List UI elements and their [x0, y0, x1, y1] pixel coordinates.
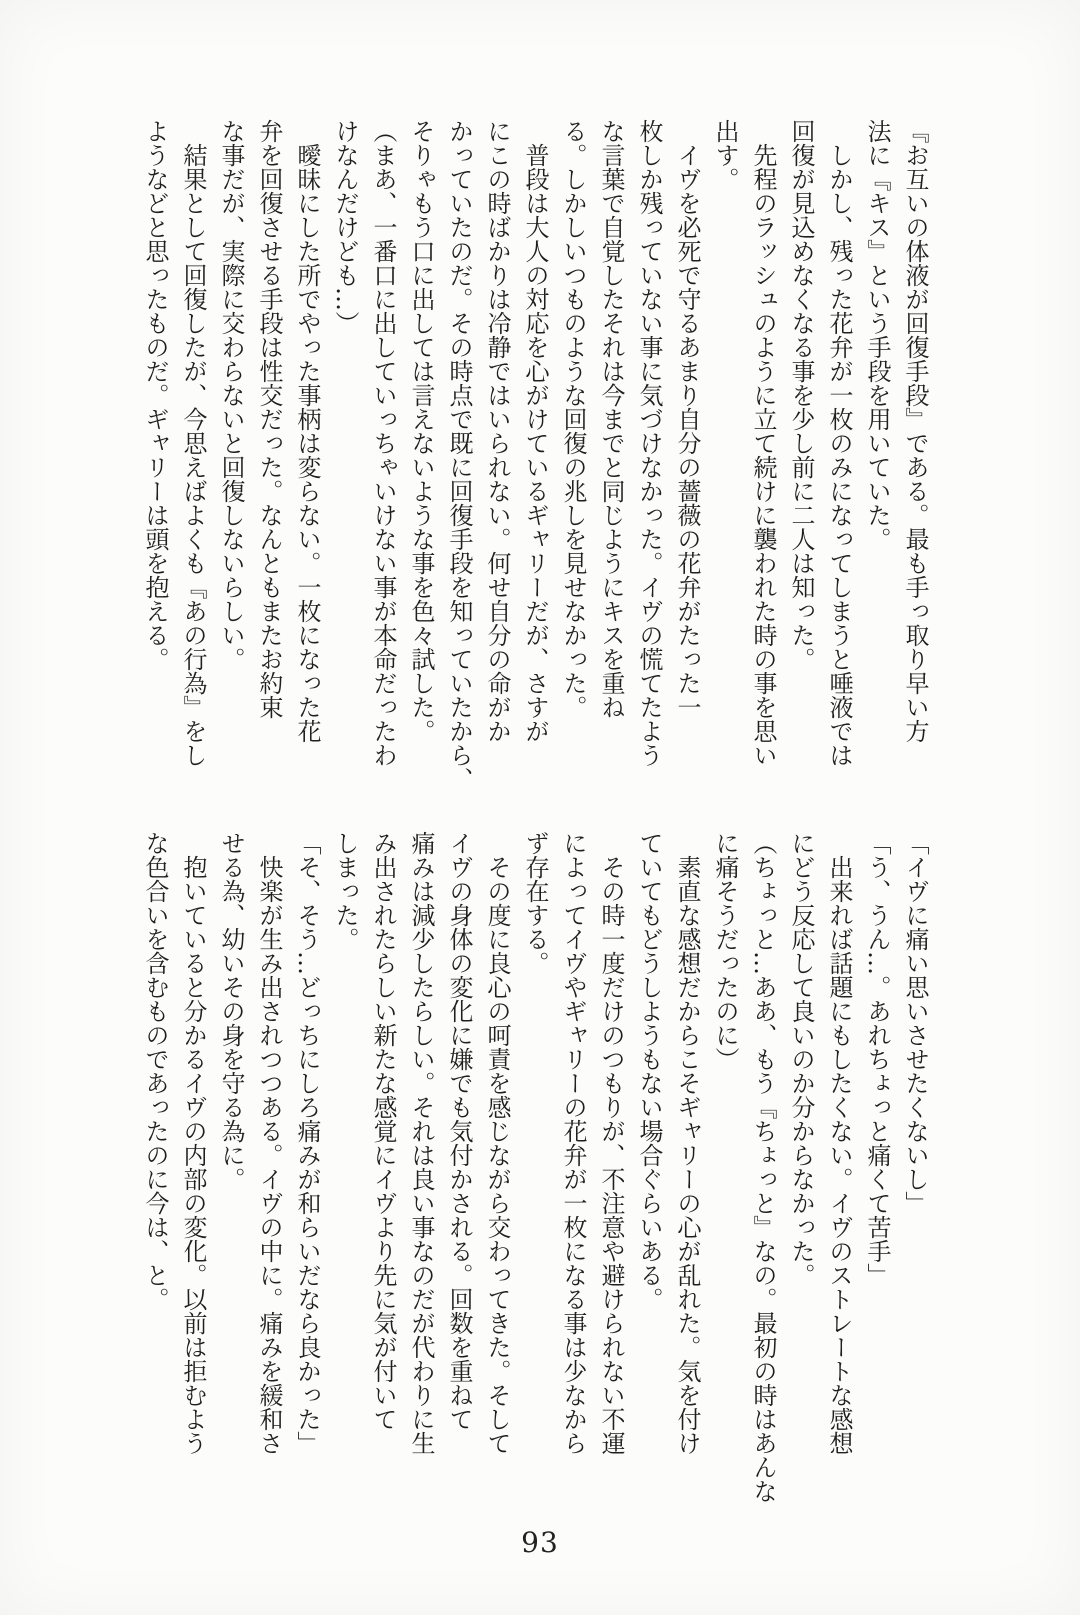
- text-column: 弁を回復させる手段は性交だった。なんともまたお約束: [255, 119, 283, 719]
- text-column: 「イヴに痛い思いさせたくないし」: [901, 831, 929, 1215]
- text-column: その時一度だけのつもりが、不注意や避けられない不運: [597, 831, 625, 1455]
- text-column: 『お互いの体液が回復手段』である。最も手っ取り早い方: [901, 119, 929, 743]
- text-block-bottom: [136, 831, 934, 1503]
- text-column: その度に良心の呵責を感じながら交わってきた。そして: [483, 831, 511, 1455]
- text-column: 結果として回復したが、今思えばよくも『あの行為』をし: [179, 119, 207, 767]
- text-column: な言葉で自覚したそれは今までと同じようにキスを重ね: [597, 119, 625, 719]
- text-block-top: [136, 119, 934, 819]
- text-column: （まあ、一番口に出していっちゃいけない事が本命だったわ: [369, 119, 397, 767]
- text-column: 法に『キス』という手段を用いていた。: [863, 119, 891, 551]
- text-column: 快楽が生み出されつつある。イヴの中に。痛みを緩和さ: [255, 831, 283, 1455]
- text-column: にどう反応して良いのか分からなかった。: [787, 831, 815, 1287]
- text-column: によってイヴやギャリーの花弁が一枚になる事は少なから: [559, 831, 587, 1455]
- page-number: 93: [521, 1526, 559, 1559]
- text-column: にこの時ばかりは冷静ではいられない。何せ自分の命がか: [483, 119, 511, 743]
- text-column: かっていたのだ。その時点で既に回復手段を知っていたから、: [445, 119, 473, 791]
- text-column: 出来れば話題にもしたくない。イヴのストレートな感想: [825, 831, 853, 1455]
- text-column: ず存在する。: [521, 831, 549, 975]
- text-column: 曖昧にした所でやった事柄は変らない。一枚になった花: [293, 119, 321, 743]
- text-column: 普段は大人の対応を心がけているギャリーだが、さすが: [521, 119, 549, 743]
- text-column: 「そ、そう…どっちにしろ痛みが和らいだなら良かった」: [293, 831, 321, 1455]
- text-column: 素直な感想だからこそギャリーの心が乱れた。気を付け: [673, 831, 701, 1455]
- text-column: しまった。: [331, 831, 359, 951]
- text-column: 回復が見込めなくなる事を少し前に二人は知った。: [787, 119, 815, 671]
- text-column: ていてもどうしようもない場合ぐらいある。: [635, 831, 663, 1311]
- text-column: （ちょっと…ああ、もう『ちょっと』なの。最初の時はあんな: [749, 831, 777, 1503]
- text-column: 枚しか残っていない事に気づけなかった。イヴの慌てたよう: [635, 119, 663, 767]
- text-column: そりゃもう口に出しては言えないような事を色々試した。: [407, 119, 435, 743]
- text-column: る。しかしいつものような回復の兆しを見せなかった。: [559, 119, 587, 719]
- text-column: 抱いていると分かるイヴの内部の変化。以前は拒むよう: [179, 831, 207, 1455]
- text-column: に痛そうだったのに）: [711, 831, 739, 1071]
- text-column: イヴを必死で守るあまり自分の薔薇の花弁がたった一: [673, 119, 701, 719]
- text-column: しかし、残った花弁が一枚のみになってしまうと唾液では: [825, 119, 853, 767]
- text-column: 先程のラッシュのように立て続けに襲われた時の事を思い: [749, 119, 777, 767]
- text-column: イヴの身体の変化に嫌でも気付かされる。回数を重ねて: [445, 831, 473, 1431]
- text-column: せる為、幼いその身を守る為に。: [217, 831, 245, 1191]
- text-column: 出す。: [711, 119, 739, 191]
- text-column: な色合いを含むものであったのに今は、と。: [141, 831, 169, 1311]
- text-column: み出されたらしい新たな感覚にイヴより先に気が付いて: [369, 831, 397, 1431]
- text-column: 痛みは減少したらしい。それは良い事なのだが代わりに生: [407, 831, 435, 1455]
- text-column: な事だが、実際に交わらないと回復しないらしい。: [217, 119, 245, 671]
- text-column: 「う、うん…。あれちょっと痛くて苦手」: [863, 831, 891, 1287]
- text-column: ようなどと思ったものだ。ギャリーは頭を抱える。: [141, 119, 169, 671]
- text-column: けなんだけども…）: [331, 119, 359, 335]
